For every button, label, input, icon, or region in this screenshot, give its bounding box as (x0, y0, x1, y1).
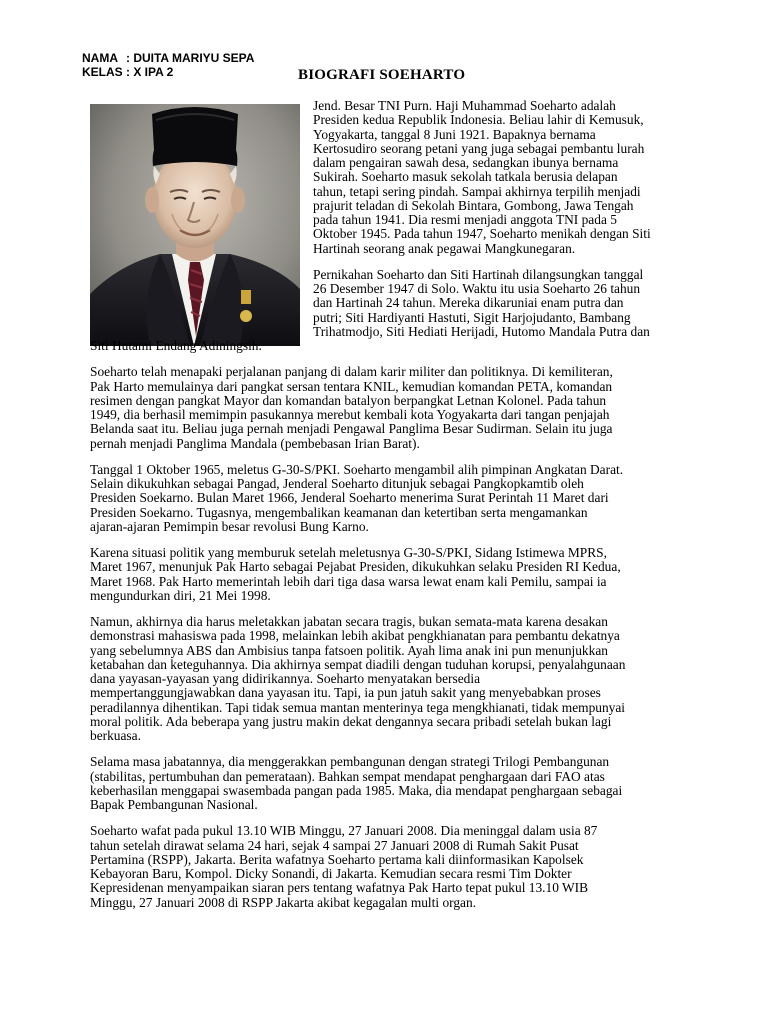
paragraph-8-line: Kebayoran Baru, Kompol. Dicky Sonandi, di Jakarta. Kemudian secara resmi Tim Dokter (90, 866, 572, 881)
paragraph-5-line: Karena situasi politik yang memburuk setelah meletusnya G-30-S/PKI, Sidang Istimewa MPRS, (90, 545, 607, 560)
name-label: NAMA (82, 51, 118, 65)
paragraph-7-line: Selama masa jabatannya, dia menggerakkan pembangunan dengan strategi Trilogi Pembangunan (90, 754, 610, 770)
paragraph-8-line: Minggu, 27 Januari 2008 di RSPP Jakarta akibat kegagalan multi organ. (90, 894, 477, 910)
paragraph-1-line: tahun, tetapi sering pindah. Sampai akhirnya terpilih menjadi (313, 183, 641, 199)
paragraph-1-line: dalam pengairan sawah desa, sedangkan ibunya bernama (313, 155, 619, 170)
paragraph-8-line: Kepresidenan menyampaikan siaran pers tentang wafatnya Pak Harto tepat pukul 13.10 WIB (90, 880, 589, 896)
paragraph-1-line: Kertosudiro seorang petani yang juga sebagai pembantu lurah (313, 140, 645, 156)
paragraph-6-line: moral politik. Ada beberapa yang justru makin dekat dengannya secara pribadi setelah bukan lagi (90, 713, 612, 729)
paragraph-4-line: ajaran-ajaran Pemimpin besar revolusi Bung Karno. (90, 518, 369, 534)
class-label: KELAS (82, 65, 123, 79)
paragraph-6-line: ketabahan dan keteguhannya. Dia akhirnya sempat diadili dengan tuduhan korupsi, penyalahgunaan (90, 656, 626, 672)
paragraph-2-line: Siti Hutami Endang Adiningsih. (90, 338, 262, 353)
paragraph-2-line: putri; Siti Hardiyanti Hastuti, Sigit Harjojudanto, Bambang (313, 309, 631, 325)
paragraph-4-line: Selain dikukuhkan sebagai Pangad, Jenderal Soeharto ditunjuk sebagai Pangkopkamtib oleh (90, 476, 584, 491)
paragraph-1-line: Presiden kedua Republik Indonesia. Beliau lahir di Kemusuk, (313, 112, 644, 128)
paragraph-1-line: prajurit teladan di Sekolah Bintara, Gombong, Jawa Tengah (313, 197, 634, 213)
paragraph-5-line: mengundurkan diri, 21 Mei 1998. (90, 587, 271, 603)
paragraph-3-line: pernah menjadi Panglima Mandala (pembebasan Irian Barat). (90, 435, 420, 451)
paragraph-6-line: yang sebelumnya ABS dan Ambisius tanpa fatsoen politik. Ayah lima anak ini pun menunjukkan (90, 642, 608, 658)
paragraph-3-line: Soeharto telah menapaki perjalanan panjang di dalam karir militer dan politiknya. Di kemiliteran, (90, 364, 613, 380)
paragraph-8-line: Pertamina (RSPP), Jakarta. Berita wafatnya Soeharto pertama kali diinformasikan Kapolsek (90, 851, 584, 867)
paragraph-4-line: Presiden Soekarno. Bulan Maret 1966, Jenderal Soeharto menerima Surat Perintah 11 Maret dari (90, 490, 609, 506)
document-title: BIOGRAFI SOEHARTO (298, 67, 466, 83)
student-class: : X IPA 2 (126, 65, 174, 79)
paragraph-1-line: Sukirah. Soeharto masuk sekolah tatkala berusia delapan (313, 169, 618, 185)
paragraph-3-line: Belanda saat itu. Beliau juga pernah menjadi Pengawal Panglima Besar Sudirman. Selain itu juga (90, 421, 613, 437)
paragraph-5-line: Maret 1968. Pak Harto memerintah lebih dari tiga dasa warsa lewat enam kali Pemilu, sampai ia (90, 573, 607, 589)
paragraph-1-line: Yogyakarta, tanggal 8 Juni 1921. Bapaknya bernama (313, 126, 596, 142)
paragraph-3-line: Pak Harto memulainya dari pangkat sersan tentara KNIL, kemudian komandan PETA, komandan (90, 378, 613, 394)
paragraph-5-line: Maret 1967, menunjuk Pak Harto sebagai Pejabat Presiden, dikukuhkan selaku Presiden RI Kedua, (90, 559, 621, 575)
paragraph-3-line: 1949, dia berhasil memimpin pasukannya merebut kembali kota Yogyakarta dari tangan penjajah (90, 407, 610, 422)
paragraph-6-line: dana yayasan-yayasan yang didirikannya. Soeharto menyatakan bersedia (90, 671, 481, 686)
paragraph-2-line: Pernikahan Soeharto dan Siti Hartinah dilangsungkan tanggal (313, 266, 644, 282)
paragraph-1-line: pada tahun 1941. Dia resmi menjadi anggota TNI pada 5 (313, 212, 617, 227)
paragraph-1-line: Hartinah seorang anak pegawai Mangkunegaran. (313, 240, 576, 256)
paragraph-6-line: peradilannya dihentikan. Tapi tidak semua mantan menterinya tega mengkhianati, tidak mempunyai (90, 699, 626, 715)
paragraph-7-line: Bapak Pembangunan Nasional. (90, 797, 258, 812)
paragraph-4-line: Tanggal 1 Oktober 1965, meletus G-30-S/PKI. Soeharto mengambil alih pimpinan Angkatan Darat. (90, 461, 624, 477)
paragraph-6-line: berkuasa. (90, 728, 141, 743)
paragraph-6-line: demonstrasi mahasiswa pada 1998, melainkan lebih akibat pengkhianatan para pembantu dekatnya (90, 628, 620, 644)
paragraph-7-line: keberhasilan menggapai swasembada pangan pada 1985. Maka, dia mendapat penghargaan sebagai (90, 782, 623, 798)
paragraph-2-line: Trihatmodjo, Siti Hediati Herijadi, Hutomo Mandala Putra dan (313, 323, 650, 339)
paragraph-2-line: dan Hartinah 24 tahun. Mereka dikaruniai enam putra dan (313, 295, 624, 311)
paragraph-1-line: Jend. Besar TNI Purn. Haji Muhammad Soeharto adalah (313, 98, 616, 113)
paragraph-2-line: 26 Desember 1947 di Solo. Waktu itu usia Soeharto 26 tahun (313, 281, 641, 296)
paragraph-3-line: resimen dengan pangkat Mayor dan komandan batalyon berpangkat Letnan Kolonel. Pada tahun (90, 392, 607, 408)
paragraph-8-line: Soeharto wafat pada pukul 13.10 WIB Minggu, 27 Januari 2008. Dia meninggal dalam usia 87 (90, 823, 598, 839)
paragraph-7-line: (stabilitas, pertumbuhan dan pemerataan). Bahkan sempat mendapat penghargaan dari FAO atas (90, 768, 605, 784)
paragraph-6-line: mempertanggungjawabkan dana yayasan itu. Tapi, ia pun jatuh sakit yang menyebabkan proses (90, 685, 601, 701)
paragraph-8-line: tahun setelah dirawat selama 24 hari, sejak 4 sampai 27 Januari 2008 di Rumah Sakit Pusat (90, 837, 579, 853)
paragraph-4-line: Presiden Soekarno. Tugasnya, mengembalikan keamanan dan ketertiban serta mengamankan (90, 504, 588, 520)
paragraph-6-line: Namun, akhirnya dia harus meletakkan jabatan secara tragis, bukan semata-mata karena desakan (90, 614, 608, 629)
paragraph-1-line: Oktober 1945. Pada tahun 1947, Soeharto menikah dengan Siti (313, 226, 651, 242)
student-name: : DUITA MARIYU SEPA (126, 51, 255, 65)
